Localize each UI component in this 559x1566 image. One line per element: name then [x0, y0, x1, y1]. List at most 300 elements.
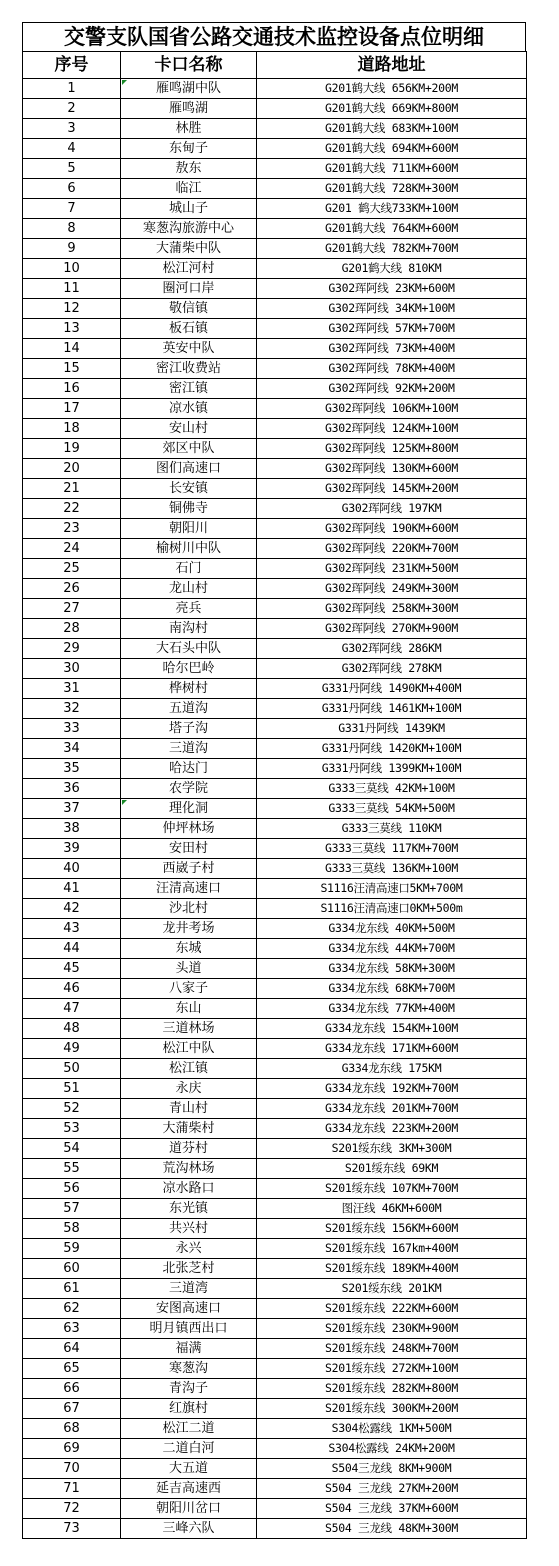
- row-index-cell[interactable]: 11: [23, 279, 121, 299]
- row-index-cell[interactable]: 13: [23, 319, 121, 339]
- checkpoint-name-cell[interactable]: 桦树村: [121, 679, 257, 699]
- table-row: [23, 1259, 527, 1279]
- table-row: [23, 799, 527, 819]
- checkpoint-name-cell[interactable]: 雁鸣湖中队: [121, 79, 257, 99]
- road-address-cell[interactable]: G331丹阿线 1490KM+400M: [257, 679, 527, 699]
- row-index-cell[interactable]: 68: [23, 1419, 121, 1439]
- checkpoint-name-cell[interactable]: 松江中队: [121, 1039, 257, 1059]
- checkpoint-name-cell[interactable]: 南沟村: [121, 619, 257, 639]
- table-row: [23, 1479, 527, 1499]
- row-index-cell[interactable]: 22: [23, 499, 121, 519]
- row-index-cell[interactable]: 62: [23, 1299, 121, 1319]
- checkpoint-name-cell[interactable]: 雁鸣湖: [121, 99, 257, 119]
- row-index-cell[interactable]: 33: [23, 719, 121, 739]
- checkpoint-name-cell[interactable]: 铜佛寺: [121, 499, 257, 519]
- road-address-cell[interactable]: G201鹤大线 764KM+600M: [257, 219, 527, 239]
- road-address-cell[interactable]: G302珲阿线 73KM+400M: [257, 339, 527, 359]
- row-index-cell[interactable]: 73: [23, 1519, 121, 1539]
- road-address-cell[interactable]: G201鹤大线 683KM+100M: [257, 119, 527, 139]
- table-row: [23, 819, 527, 839]
- road-address-cell[interactable]: G302珲阿线 249KM+300M: [257, 579, 527, 599]
- checkpoint-name-cell[interactable]: 凉水路口: [121, 1179, 257, 1199]
- checkpoint-name-cell[interactable]: 理化洞: [121, 799, 257, 819]
- table-row: [23, 1519, 527, 1539]
- checkpoint-name-cell[interactable]: 三道沟: [121, 739, 257, 759]
- row-index-cell[interactable]: 1: [23, 79, 121, 99]
- row-index-cell[interactable]: 10: [23, 259, 121, 279]
- row-index-cell[interactable]: 70: [23, 1459, 121, 1479]
- table-row: [23, 339, 527, 359]
- table-row: [23, 279, 527, 299]
- row-index-cell[interactable]: 36: [23, 779, 121, 799]
- road-address-cell[interactable]: G302珲阿线 78KM+400M: [257, 359, 527, 379]
- checkpoint-name-cell[interactable]: 临江: [121, 179, 257, 199]
- table-row: [23, 439, 527, 459]
- row-index-cell[interactable]: 27: [23, 599, 121, 619]
- row-index-cell[interactable]: 5: [23, 159, 121, 179]
- row-index-cell[interactable]: 56: [23, 1179, 121, 1199]
- checkpoint-name-cell[interactable]: 头道: [121, 959, 257, 979]
- row-index-cell[interactable]: 31: [23, 679, 121, 699]
- table-row: [23, 1039, 527, 1059]
- table-row: [23, 199, 527, 219]
- table-row: [23, 1399, 527, 1419]
- checkpoint-name-cell[interactable]: 东城: [121, 939, 257, 959]
- road-address-cell[interactable]: G302珲阿线 130KM+600M: [257, 459, 527, 479]
- checkpoint-name-cell[interactable]: 哈尔巴岭: [121, 659, 257, 679]
- row-index-cell[interactable]: 60: [23, 1259, 121, 1279]
- table-row: [23, 479, 527, 499]
- road-address-cell[interactable]: G302珲阿线 92KM+200M: [257, 379, 527, 399]
- road-address-cell[interactable]: G201 鹤大线733KM+100M: [257, 199, 527, 219]
- road-address-cell[interactable]: G331丹阿线 1461KM+100M: [257, 699, 527, 719]
- road-address-cell[interactable]: S201绥东线 189KM+400M: [257, 1259, 527, 1279]
- road-address-cell[interactable]: S201绥东线 156KM+600M: [257, 1219, 527, 1239]
- road-address-cell[interactable]: S304松露线 24KM+200M: [257, 1439, 527, 1459]
- road-address-cell[interactable]: S201绥东线 201KM: [257, 1279, 527, 1299]
- table-row: [23, 839, 527, 859]
- checkpoint-name-cell[interactable]: 板石镇: [121, 319, 257, 339]
- road-address-cell[interactable]: G333三莫线 117KM+700M: [257, 839, 527, 859]
- checkpoint-name-cell[interactable]: 安图高速口: [121, 1299, 257, 1319]
- road-address-cell[interactable]: G334龙东线 175KM: [257, 1059, 527, 1079]
- table-row: [23, 1319, 527, 1339]
- row-index-cell[interactable]: 47: [23, 999, 121, 1019]
- road-address-cell[interactable]: S1116汪清高速口5KM+700M: [257, 879, 527, 899]
- checkpoint-name-cell[interactable]: 农学院: [121, 779, 257, 799]
- table-row: [23, 1499, 527, 1519]
- road-address-cell[interactable]: S201绥东线 300KM+200M: [257, 1399, 527, 1419]
- road-address-cell[interactable]: G331丹阿线 1399KM+100M: [257, 759, 527, 779]
- row-index-cell[interactable]: 32: [23, 699, 121, 719]
- table-row: [23, 679, 527, 699]
- table-row: [23, 519, 527, 539]
- table-row: [23, 1159, 527, 1179]
- table-row: [23, 419, 527, 439]
- row-index-cell[interactable]: 59: [23, 1239, 121, 1259]
- checkpoint-name-cell[interactable]: 道芬村: [121, 1139, 257, 1159]
- table-row: [23, 1419, 527, 1439]
- road-address-cell[interactable]: G302珲阿线 220KM+700M: [257, 539, 527, 559]
- road-address-cell[interactable]: S504三龙线 8KM+900M: [257, 1459, 527, 1479]
- table-row: [23, 879, 527, 899]
- table-row: [23, 1439, 527, 1459]
- table-body: [23, 79, 527, 1539]
- row-index-cell[interactable]: 19: [23, 439, 121, 459]
- row-index-cell[interactable]: 15: [23, 359, 121, 379]
- table-row: [23, 79, 527, 99]
- road-address-cell[interactable]: G302珲阿线 106KM+100M: [257, 399, 527, 419]
- row-index-cell[interactable]: 57: [23, 1199, 121, 1219]
- table-row: [23, 699, 527, 719]
- checkpoint-name-cell[interactable]: 松江河村: [121, 259, 257, 279]
- row-index-cell[interactable]: 66: [23, 1379, 121, 1399]
- checkpoint-name-cell[interactable]: 东甸子: [121, 139, 257, 159]
- table-row: [23, 999, 527, 1019]
- table-row: [23, 399, 527, 419]
- row-index-cell[interactable]: 7: [23, 199, 121, 219]
- row-index-cell[interactable]: 35: [23, 759, 121, 779]
- row-index-cell[interactable]: 18: [23, 419, 121, 439]
- checkpoint-name-cell[interactable]: 延吉高速西: [121, 1479, 257, 1499]
- table-row: [23, 659, 527, 679]
- table-row: [23, 119, 527, 139]
- table-row: [23, 619, 527, 639]
- checkpoint-name-cell[interactable]: 石门: [121, 559, 257, 579]
- road-address-cell[interactable]: S201绥东线 222KM+600M: [257, 1299, 527, 1319]
- row-index-cell[interactable]: 46: [23, 979, 121, 999]
- row-index-cell[interactable]: 8: [23, 219, 121, 239]
- checkpoint-name-cell[interactable]: 寒葱沟旅游中心: [121, 219, 257, 239]
- row-index-cell[interactable]: 6: [23, 179, 121, 199]
- road-address-cell[interactable]: 图汪线 46KM+600M: [257, 1199, 527, 1219]
- row-index-cell[interactable]: 54: [23, 1139, 121, 1159]
- road-address-cell[interactable]: S304松露线 1KM+500M: [257, 1419, 527, 1439]
- checkpoint-name-cell[interactable]: 龙井考场: [121, 919, 257, 939]
- road-address-cell[interactable]: G302珲阿线 278KM: [257, 659, 527, 679]
- checkpoint-name-cell[interactable]: 三道林场: [121, 1019, 257, 1039]
- table-row: [23, 859, 527, 879]
- table-row: [23, 1139, 527, 1159]
- checkpoint-name-cell[interactable]: 永兴: [121, 1239, 257, 1259]
- road-address-cell[interactable]: G334龙东线 77KM+400M: [257, 999, 527, 1019]
- row-index-cell[interactable]: 63: [23, 1319, 121, 1339]
- row-index-cell[interactable]: 34: [23, 739, 121, 759]
- road-address-cell[interactable]: S201绥东线 69KM: [257, 1159, 527, 1179]
- checkpoint-name-cell[interactable]: 东光镇: [121, 1199, 257, 1219]
- road-address-cell[interactable]: G302珲阿线 270KM+900M: [257, 619, 527, 639]
- road-address-cell[interactable]: G334龙东线 223KM+200M: [257, 1119, 527, 1139]
- road-address-cell[interactable]: G302珲阿线 23KM+600M: [257, 279, 527, 299]
- row-index-cell[interactable]: 12: [23, 299, 121, 319]
- row-index-cell[interactable]: 14: [23, 339, 121, 359]
- row-index-cell[interactable]: 37: [23, 799, 121, 819]
- checkpoint-name-cell[interactable]: 寒葱沟: [121, 1359, 257, 1379]
- road-address-cell[interactable]: G201鹤大线 810KM: [257, 259, 527, 279]
- table-row: [23, 1459, 527, 1479]
- table-row: [23, 259, 527, 279]
- header-index[interactable]: 序号: [23, 52, 121, 79]
- checkpoint-name-cell[interactable]: 汪清高速口: [121, 879, 257, 899]
- row-index-cell[interactable]: 58: [23, 1219, 121, 1239]
- checkpoint-name-cell[interactable]: 朝阳川岔口: [121, 1499, 257, 1519]
- table-row: [23, 1079, 527, 1099]
- checkpoint-name-cell[interactable]: 红旗村: [121, 1399, 257, 1419]
- table-row: [23, 1239, 527, 1259]
- road-address-cell[interactable]: S504 三龙线 37KM+600M: [257, 1499, 527, 1519]
- table-row: [23, 499, 527, 519]
- row-index-cell[interactable]: 67: [23, 1399, 121, 1419]
- row-index-cell[interactable]: 55: [23, 1159, 121, 1179]
- row-index-cell[interactable]: 41: [23, 879, 121, 899]
- table-row: [23, 379, 527, 399]
- checkpoint-name-cell[interactable]: 青沟子: [121, 1379, 257, 1399]
- row-index-cell[interactable]: 52: [23, 1099, 121, 1119]
- row-index-cell[interactable]: 72: [23, 1499, 121, 1519]
- table-row: [23, 1179, 527, 1199]
- header-row: [23, 52, 527, 79]
- row-index-cell[interactable]: 21: [23, 479, 121, 499]
- checkpoint-name-cell[interactable]: 东山: [121, 999, 257, 1019]
- table-row: [23, 1219, 527, 1239]
- row-index-cell[interactable]: 65: [23, 1359, 121, 1379]
- road-address-cell[interactable]: G201鹤大线 782KM+700M: [257, 239, 527, 259]
- table-row: [23, 459, 527, 479]
- road-address-cell[interactable]: S201绥东线 107KM+700M: [257, 1179, 527, 1199]
- road-address-cell[interactable]: G302珲阿线 286KM: [257, 639, 527, 659]
- table-row: [23, 599, 527, 619]
- row-index-cell[interactable]: 64: [23, 1339, 121, 1359]
- road-address-cell[interactable]: G302珲阿线 231KM+500M: [257, 559, 527, 579]
- checkpoint-name-cell[interactable]: 榆树川中队: [121, 539, 257, 559]
- header-checkpoint-name[interactable]: 卡口名称: [121, 52, 257, 79]
- road-address-cell[interactable]: G334龙东线 58KM+300M: [257, 959, 527, 979]
- checkpoint-name-cell[interactable]: 安山村: [121, 419, 257, 439]
- checkpoint-name-cell[interactable]: 八家子: [121, 979, 257, 999]
- checkpoint-name-cell[interactable]: 圈河口岸: [121, 279, 257, 299]
- table-row: [23, 579, 527, 599]
- checkpoint-name-cell[interactable]: 城山子: [121, 199, 257, 219]
- road-address-cell[interactable]: G302珲阿线 125KM+800M: [257, 439, 527, 459]
- checkpoint-name-cell[interactable]: 龙山村: [121, 579, 257, 599]
- checkpoint-name-cell[interactable]: 亮兵: [121, 599, 257, 619]
- row-index-cell[interactable]: 9: [23, 239, 121, 259]
- row-index-cell[interactable]: 53: [23, 1119, 121, 1139]
- row-index-cell[interactable]: 51: [23, 1079, 121, 1099]
- row-index-cell[interactable]: 40: [23, 859, 121, 879]
- road-address-cell[interactable]: S201绥东线 272KM+100M: [257, 1359, 527, 1379]
- road-address-cell[interactable]: S201绥东线 230KM+900M: [257, 1319, 527, 1339]
- checkpoint-name-cell[interactable]: 青山村: [121, 1099, 257, 1119]
- table-row: [23, 979, 527, 999]
- checkpoint-name-cell[interactable]: 朝阳川: [121, 519, 257, 539]
- checkpoint-name-cell[interactable]: 荒沟林场: [121, 1159, 257, 1179]
- table-row: [23, 179, 527, 199]
- road-address-cell[interactable]: G331丹阿线 1439KM: [257, 719, 527, 739]
- row-index-cell[interactable]: 24: [23, 539, 121, 559]
- road-address-cell[interactable]: G201鹤大线 669KM+800M: [257, 99, 527, 119]
- road-address-cell[interactable]: G331丹阿线 1420KM+100M: [257, 739, 527, 759]
- road-address-cell[interactable]: G302珲阿线 57KM+700M: [257, 319, 527, 339]
- table-row: [23, 1279, 527, 1299]
- road-address-cell[interactable]: S201绥东线 167km+400M: [257, 1239, 527, 1259]
- road-address-cell[interactable]: G302珲阿线 124KM+100M: [257, 419, 527, 439]
- checkpoint-name-cell[interactable]: 仲坪林场: [121, 819, 257, 839]
- road-address-cell[interactable]: S201绥东线 282KM+800M: [257, 1379, 527, 1399]
- road-address-cell[interactable]: G334龙东线 44KM+700M: [257, 939, 527, 959]
- sheet-title: 交警支队国省公路交通技术监控设备点位明细: [22, 22, 526, 51]
- checkpoint-name-cell[interactable]: 安田村: [121, 839, 257, 859]
- table-row: [23, 159, 527, 179]
- table-row: [23, 219, 527, 239]
- table-row: [23, 919, 527, 939]
- row-index-cell[interactable]: 69: [23, 1439, 121, 1459]
- table-row: [23, 719, 527, 739]
- road-address-cell[interactable]: G334龙东线 68KM+700M: [257, 979, 527, 999]
- row-index-cell[interactable]: 25: [23, 559, 121, 579]
- checkpoint-name-cell[interactable]: 西崴子村: [121, 859, 257, 879]
- checkpoint-name-cell[interactable]: 北张芝村: [121, 1259, 257, 1279]
- row-index-cell[interactable]: 43: [23, 919, 121, 939]
- row-index-cell[interactable]: 29: [23, 639, 121, 659]
- road-address-cell[interactable]: G333三莫线 54KM+500M: [257, 799, 527, 819]
- road-address-cell[interactable]: G302珲阿线 258KM+300M: [257, 599, 527, 619]
- road-address-cell[interactable]: G201鹤大线 656KM+200M: [257, 79, 527, 99]
- row-index-cell[interactable]: 39: [23, 839, 121, 859]
- table-row: [23, 959, 527, 979]
- row-index-cell[interactable]: 71: [23, 1479, 121, 1499]
- checkpoint-name-cell[interactable]: 凉水镇: [121, 399, 257, 419]
- row-index-cell[interactable]: 16: [23, 379, 121, 399]
- checkpoint-name-cell[interactable]: 五道沟: [121, 699, 257, 719]
- header-road-address[interactable]: 道路地址: [257, 52, 527, 79]
- row-index-cell[interactable]: 26: [23, 579, 121, 599]
- road-address-cell[interactable]: G334龙东线 171KM+600M: [257, 1039, 527, 1059]
- table-row: [23, 1359, 527, 1379]
- table-row: [23, 299, 527, 319]
- table-row: [23, 1019, 527, 1039]
- checkpoint-name-cell[interactable]: 明月镇西出口: [121, 1319, 257, 1339]
- road-address-cell[interactable]: S201绥东线 248KM+700M: [257, 1339, 527, 1359]
- table-row: [23, 139, 527, 159]
- road-address-cell[interactable]: S504 三龙线 27KM+200M: [257, 1479, 527, 1499]
- table-row: [23, 939, 527, 959]
- road-address-cell[interactable]: G302珲阿线 190KM+600M: [257, 519, 527, 539]
- row-index-cell[interactable]: 45: [23, 959, 121, 979]
- row-index-cell[interactable]: 4: [23, 139, 121, 159]
- checkpoint-name-cell[interactable]: 敖东: [121, 159, 257, 179]
- checkpoint-name-cell[interactable]: 大蒲柴村: [121, 1119, 257, 1139]
- road-address-cell[interactable]: G334龙东线 40KM+500M: [257, 919, 527, 939]
- road-address-cell[interactable]: G302珲阿线 197KM: [257, 499, 527, 519]
- checkpoint-name-cell[interactable]: 大石头中队: [121, 639, 257, 659]
- table-row: [23, 899, 527, 919]
- table-row: [23, 1119, 527, 1139]
- road-address-cell[interactable]: G334龙东线 192KM+700M: [257, 1079, 527, 1099]
- road-address-cell[interactable]: G201鹤大线 694KM+600M: [257, 139, 527, 159]
- row-index-cell[interactable]: 30: [23, 659, 121, 679]
- checkpoint-name-cell[interactable]: 郊区中队: [121, 439, 257, 459]
- checkpoint-name-cell[interactable]: 松江镇: [121, 1059, 257, 1079]
- checkpoint-name-cell[interactable]: 图们高速口: [121, 459, 257, 479]
- checkpoint-name-cell[interactable]: 大五道: [121, 1459, 257, 1479]
- table-row: [23, 1099, 527, 1119]
- table-row: [23, 539, 527, 559]
- checkpoint-name-cell[interactable]: 永庆: [121, 1079, 257, 1099]
- road-address-cell[interactable]: S1116汪清高速口0KM+500m: [257, 899, 527, 919]
- row-index-cell[interactable]: 17: [23, 399, 121, 419]
- row-index-cell[interactable]: 3: [23, 119, 121, 139]
- table-row: [23, 359, 527, 379]
- road-address-cell[interactable]: G333三莫线 136KM+100M: [257, 859, 527, 879]
- table-row: [23, 759, 527, 779]
- row-index-cell[interactable]: 2: [23, 99, 121, 119]
- checkpoint-name-cell[interactable]: 三峰六队: [121, 1519, 257, 1539]
- row-index-cell[interactable]: 23: [23, 519, 121, 539]
- table-row: [23, 319, 527, 339]
- row-index-cell[interactable]: 61: [23, 1279, 121, 1299]
- row-index-cell[interactable]: 28: [23, 619, 121, 639]
- road-address-cell[interactable]: G201鹤大线 728KM+300M: [257, 179, 527, 199]
- checkpoint-name-cell[interactable]: 塔子沟: [121, 719, 257, 739]
- table-row: [23, 639, 527, 659]
- road-address-cell[interactable]: G333三莫线 110KM: [257, 819, 527, 839]
- table-row: [23, 1339, 527, 1359]
- checkpoint-name-cell[interactable]: 林胜: [121, 119, 257, 139]
- table-row: [23, 239, 527, 259]
- table-row: [23, 779, 527, 799]
- checkpoint-name-cell[interactable]: 哈达门: [121, 759, 257, 779]
- road-address-cell[interactable]: G334龙东线 154KM+100M: [257, 1019, 527, 1039]
- checkpoint-name-cell[interactable]: 密江镇: [121, 379, 257, 399]
- checkpoint-name-cell[interactable]: 三道湾: [121, 1279, 257, 1299]
- device-table: [22, 51, 527, 1539]
- road-address-cell[interactable]: G334龙东线 201KM+700M: [257, 1099, 527, 1119]
- checkpoint-name-cell[interactable]: 密江收费站: [121, 359, 257, 379]
- table-row: [23, 1379, 527, 1399]
- checkpoint-name-cell[interactable]: 沙北村: [121, 899, 257, 919]
- row-index-cell[interactable]: 38: [23, 819, 121, 839]
- table-row: [23, 1299, 527, 1319]
- road-address-cell[interactable]: G302珲阿线 34KM+100M: [257, 299, 527, 319]
- checkpoint-name-cell[interactable]: 共兴村: [121, 1219, 257, 1239]
- row-index-cell[interactable]: 44: [23, 939, 121, 959]
- checkpoint-name-cell[interactable]: 大蒲柴中队: [121, 239, 257, 259]
- road-address-cell[interactable]: S504 三龙线 48KM+300M: [257, 1519, 527, 1539]
- checkpoint-name-cell[interactable]: 敬信镇: [121, 299, 257, 319]
- row-index-cell[interactable]: 42: [23, 899, 121, 919]
- checkpoint-name-cell[interactable]: 英安中队: [121, 339, 257, 359]
- row-index-cell[interactable]: 48: [23, 1019, 121, 1039]
- row-index-cell[interactable]: 49: [23, 1039, 121, 1059]
- table-row: [23, 559, 527, 579]
- table-row: [23, 99, 527, 119]
- table-row: [23, 1059, 527, 1079]
- checkpoint-name-cell[interactable]: 福满: [121, 1339, 257, 1359]
- checkpoint-name-cell[interactable]: 松江二道: [121, 1419, 257, 1439]
- spreadsheet: [22, 22, 526, 1539]
- road-address-cell[interactable]: G333三莫线 42KM+100M: [257, 779, 527, 799]
- road-address-cell[interactable]: G201鹤大线 711KM+600M: [257, 159, 527, 179]
- road-address-cell[interactable]: G302珲阿线 145KM+200M: [257, 479, 527, 499]
- checkpoint-name-cell[interactable]: 长安镇: [121, 479, 257, 499]
- row-index-cell[interactable]: 50: [23, 1059, 121, 1079]
- road-address-cell[interactable]: S201绥东线 3KM+300M: [257, 1139, 527, 1159]
- table-row: [23, 739, 527, 759]
- row-index-cell[interactable]: 20: [23, 459, 121, 479]
- checkpoint-name-cell[interactable]: 二道白河: [121, 1439, 257, 1459]
- table-row: [23, 1199, 527, 1219]
